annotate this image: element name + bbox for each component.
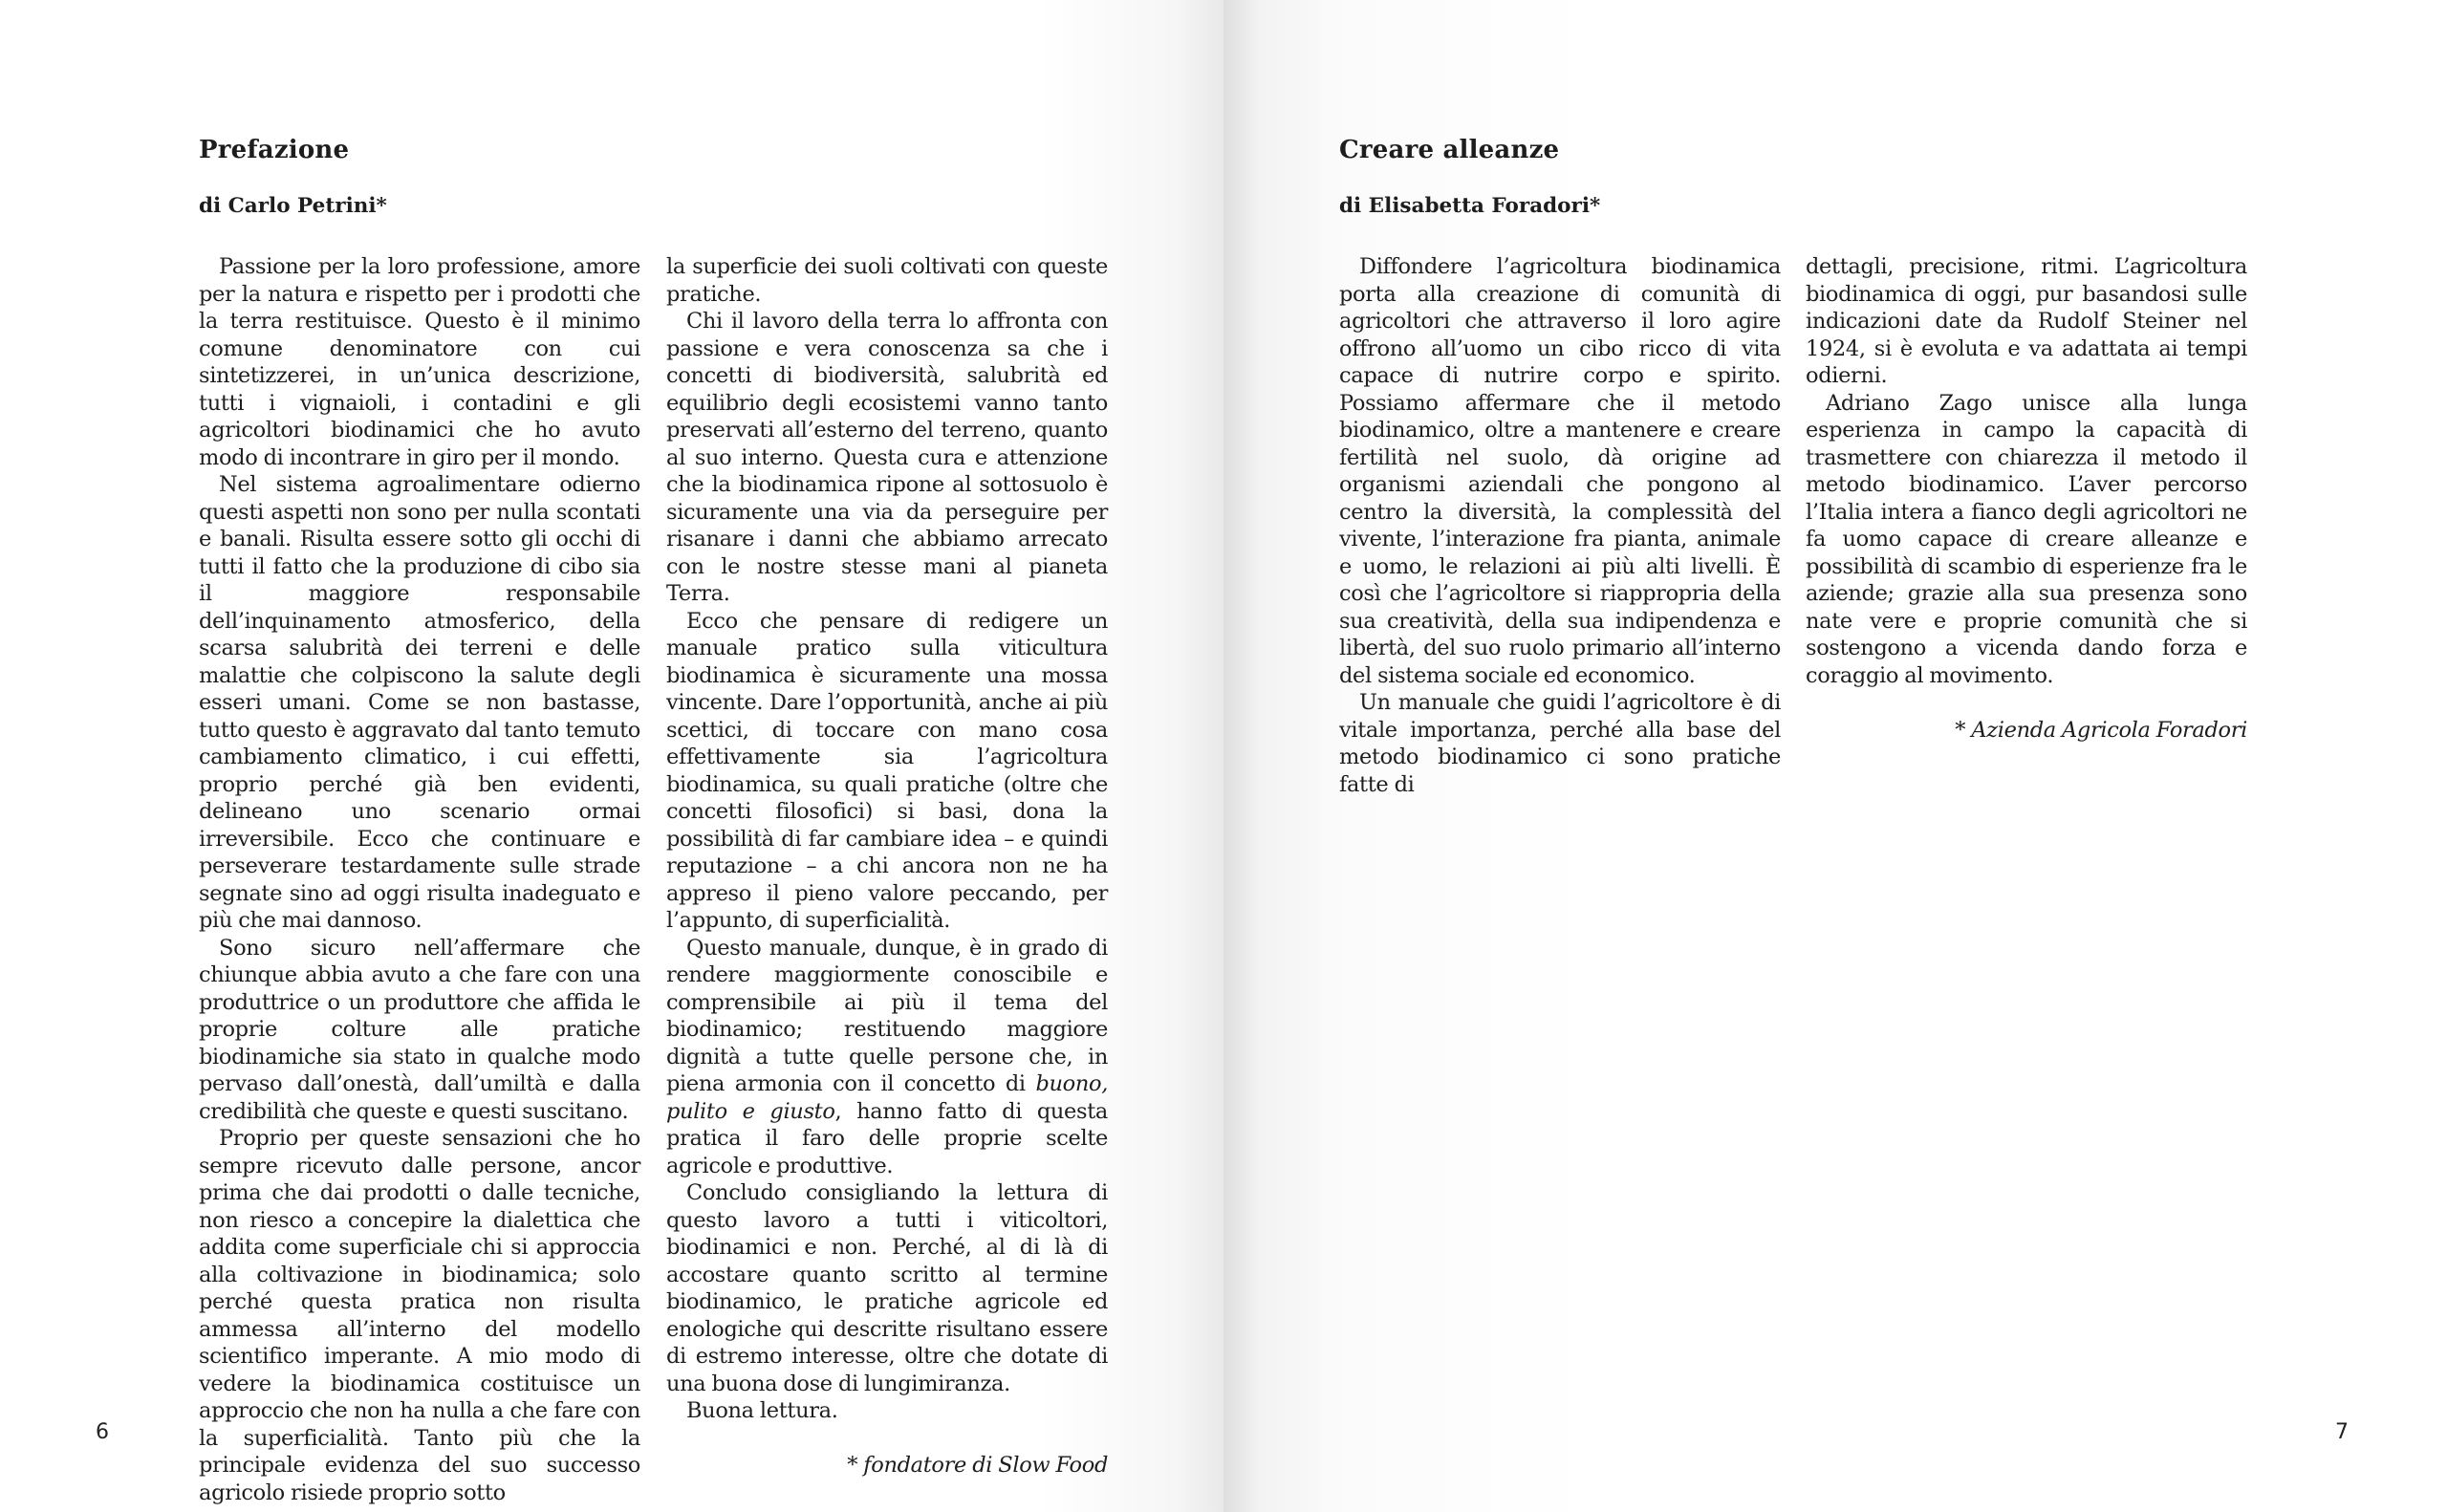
text-column-2: [1806, 253, 2247, 744]
paragraph-continuation: dettagli, precisione, ritmi. L’agricoltura biodinamica di oggi, pur basandosi sulle indicazioni date da Rudolf Steiner nel 1924, si è evoluta e va adattata ai tempi odierni.: [1806, 254, 2247, 388]
text-column-1: [1339, 253, 1781, 798]
paragraph: Proprio per queste sensazioni che ho sempre ricevuto dalle persone, ancor prima che dai prodotti o dalle tecniche, non riesco a concepire la dialettica che addita come superficiale chi si approccia alla coltivazione in biodinamica; solo perché questa pratica non risulta ammessa all’interno del modello scientifico imperante. A mio modo di vedere la biodinamica costituisce un approccio che non ha nulla a che fare con la superficialità. Tanto più che la principale evidenza del suo successo agricolo risiede proprio sotto: [199, 1126, 640, 1505]
paragraph: Passione per la loro professione, amore per la natura e rispetto per i prodotti che la terra restituisce. Questo è il minimo comune denominatore con cui sintetizzerei, in un’unica descrizione, tutti i vignaioli, i contadini e gli agricoltori biodinamici che ho avuto modo di incontrare in giro per il mondo.: [199, 254, 640, 470]
footnote: * Azienda Agricola Foradori: [1955, 717, 2247, 743]
page-title: Prefazione: [199, 136, 350, 164]
paragraph: Un manuale che guidi l’agricoltore è di vitale importanza, perché alla base del metodo biodinamico ci sono pratiche fatte di: [1339, 690, 1781, 797]
paragraph: Nel sistema agroalimentare odierno questi aspetti non sono per nulla scontati e banali. Risulta essere sotto gli occhi di tutti il fatto che la produzione di cibo sia il maggiore responsabile dell’inquinamento atmosferico, della scarsa salubrità dei terreni e delle malattie che colpiscono la salute degli esseri umani. Come se non bastasse, tutto questo è aggravato dal tanto temuto cambiamento climatico, i cui effetti, proprio perché già ben evidenti, delineano uno scenario ormai irreversibile. Ecco che continuare e perseverare testardamente sulle strade segnate sino ad oggi risulta inadeguato e più che mai dannoso.: [199, 472, 640, 933]
page-title: Creare alleanze: [1339, 136, 1560, 164]
paragraph: Sono sicuro nell’affermare che chiunque abbia avuto a che fare con una produttrice o un produttore che affida le proprie colture alle pratiche biodinamiche sia stato in qualche modo pervaso dall’onestà, dall’umiltà e dalla credibilità che queste e questi suscitano.: [199, 935, 640, 1124]
italic-phrase: buono, pulito e giusto: [666, 1071, 1108, 1124]
footnote: * fondatore di Slow Food: [847, 1453, 1108, 1478]
paragraph: Concludo consigliando la lettura di questo lavoro a tutti i viticoltori, biodinamici e non. Perché, al di là di accostare quanto scritto al termine biodinamico, le pratiche agricole ed enologiche qui descritte risultano essere di estremo interesse, oltre che dotate di una buona dose di lungimiranza.: [666, 1180, 1108, 1396]
text-run: , hanno fatto di questa pratica il faro delle proprie scelte agricole e produttive.: [666, 1098, 1108, 1178]
page-number: 7: [2335, 1420, 2349, 1444]
author-byline: di Elisabetta Foradori*: [1339, 194, 1601, 218]
right-page: [1224, 0, 2447, 1512]
paragraph: Chi il lavoro della terra lo affronta con passione e vera conoscenza sa che i concetti di biodiversità, salubrità ed equilibrio degli ecosistemi vanno tanto preservati all’esterno del terreno, quanto al suo interno. Questa cura e attenzione che la biodinamica ripone al sottosuolo è sicuramente una via da perseguire per risanare i danni che abbiamo arrecato con le nostre stesse mani al pianeta Terra.: [666, 309, 1108, 606]
paragraph: Diffondere l’agricoltura biodinamica porta alla creazione di comunità di agricoltori che attraverso il loro agire offrono all’uomo un cibo ricco di vita capace di nutrire corpo e spirito. Possiamo affermare che il metodo biodinamico, oltre a mantenere e creare fertilità nel suolo, dà origine ad organismi aziendali che pongono al centro la diversità, la complessità del vivente, l’interazione fra pianta, animale e uomo, le relazioni ai più alti livelli. È così che l’agricoltore si riappropria della sua creatività, della sua indipendenza e libertà, del suo ruolo primario all’interno del sistema sociale ed economico.: [1339, 254, 1781, 688]
paragraph: Ecco che pensare di redigere un manuale pratico sulla viticultura biodinamica è sicuramente una mossa vincente. Dare l’opportunità, anche ai più scettici, di toccare con mano cosa effettivamente sia l’agricoltura biodinamica, su quali pratiche (oltre che concetti filosofici) si basi, dona la possibilità di far cambiare idea – e quindi reputazione – a chi ancora non ne ha appreso il pieno valore peccando, per l’appunto, di superficialità.: [666, 608, 1108, 933]
text-column-1: [199, 253, 640, 1506]
text-column-2: [666, 253, 1108, 1480]
paragraph-continuation: la superficie dei suoli coltivati con queste pratiche.: [666, 254, 1108, 307]
paragraph: Buona lettura.: [686, 1398, 838, 1423]
author-byline: di Carlo Petrini*: [199, 194, 387, 218]
text-run: Questo manuale, dunque, è in grado di rendere maggiormente conoscibile e comprensibile ai più il tema del biodinamico; restituendo maggiore dignità a tutte quelle persone che, in piena armonia con il concetto di: [666, 935, 1108, 1096]
paragraph: Adriano Zago unisce alla lunga esperienza in campo la capacità di trasmettere con chiarezza il metodo il metodo biodinamico. L’aver percorso l’Italia intera a fianco degli agricoltori ne fa uomo capace di creare alleanze e possibilità di scambio di esperienze fra le aziende; grazie alla sua presenza sono nate vere e proprie comunità che si sostengono a vicenda dando forza e coraggio al movimento.: [1806, 390, 2247, 688]
page-number: 6: [96, 1420, 109, 1444]
paragraph: [666, 935, 1108, 1180]
